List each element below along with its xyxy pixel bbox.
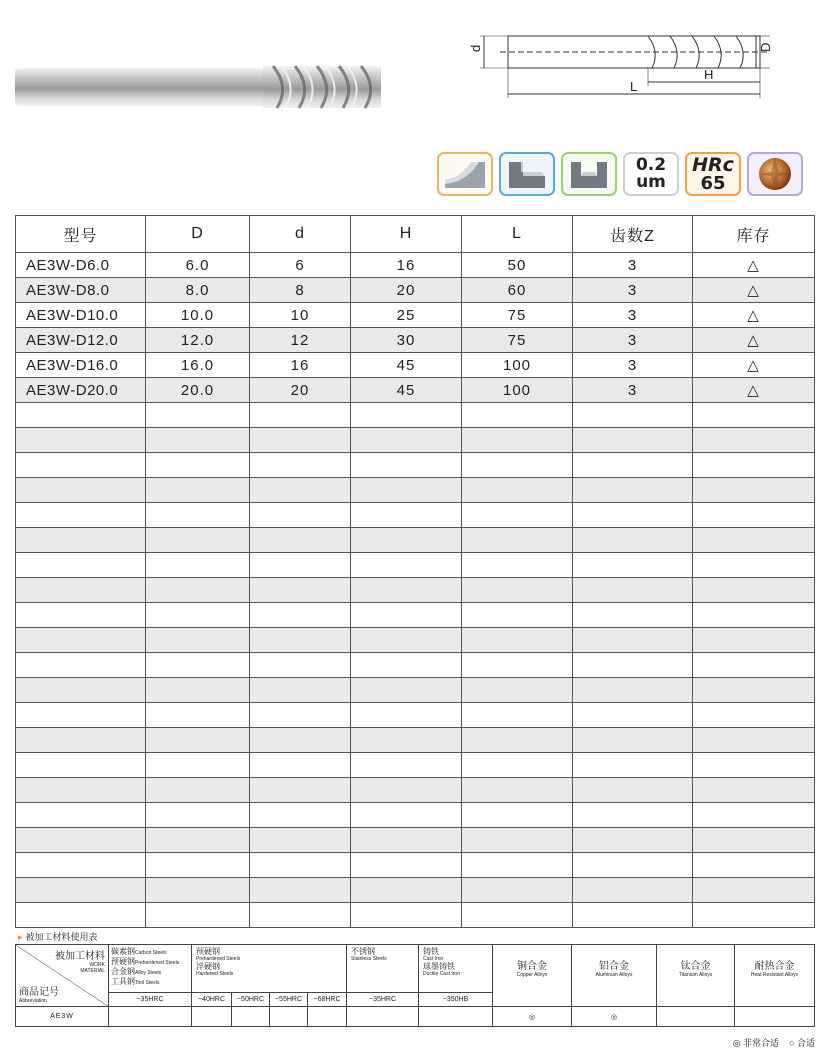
material-line: 工具钢Tool Steels [111,977,160,986]
corner-work-material-cn: 被加工材料 [55,951,105,962]
empty-table-row [16,503,815,528]
table-cell: 8 [250,278,351,303]
table-cell: 16 [250,353,351,378]
table-cell: AE3W-D16.0 [16,353,146,378]
material-table [15,944,815,1027]
profile-milling-icon [437,152,493,196]
empty-table-row [16,553,815,578]
table-cell: 8.0 [146,278,250,303]
table-cell: 75 [462,303,573,328]
legend-very-suitable: ◎ 非常合适 [732,1038,780,1048]
group-copper: 铜合金 Copper Alloys [493,945,572,1007]
empty-table-row [16,528,815,553]
table-cell: 12 [250,328,351,353]
table-cell: 100 [462,378,573,403]
header-model: 型号 [16,216,146,253]
header-H: H [351,216,462,253]
hrc-50: ~50HRC [232,993,270,1007]
table-cell: 50 [462,253,573,278]
group-cast-iron: 铸铁 Cast Iron 球墨铸铁 Ductile Cast Iron [419,945,493,993]
material-corner [16,945,109,1007]
hrc-stainless: ~35HRC [347,993,419,1007]
corner-work-en2: MATERIAL [80,968,105,974]
thickness-value: 0.2 [635,155,667,175]
mark-aluminum: ◎ [572,1007,657,1027]
table-row [16,253,815,278]
empty-table-row [16,478,815,503]
dim-D-label: D [758,42,773,52]
table-cell: △ [693,278,815,303]
group-aluminum: 铝合金 Aluminum Alloys [572,945,657,1007]
hardness-icon [685,152,741,196]
table-cell: AE3W-D8.0 [16,278,146,303]
material-model: AE3W [16,1007,109,1027]
thickness-unit: um [636,172,666,192]
empty-table-row [16,428,815,453]
empty-table-row [16,578,815,603]
table-cell: 10.0 [146,303,250,328]
material-line: 合金钢Alloy Steels [111,967,162,976]
group-heat-resistant: 耐热合金 Heat Resistant Alloys [735,945,815,1007]
table-cell: 3 [573,328,693,353]
hrc-carbon: ~35HRC [109,993,192,1007]
table-cell: △ [693,303,815,328]
empty-table-row [16,903,815,928]
dim-H-label: H [704,67,714,82]
empty-table-row [16,778,815,803]
header-D: D [146,216,250,253]
table-cell: 3 [573,353,693,378]
dimension-drawing [470,28,820,100]
table-row [16,278,815,303]
table-cell: 3 [573,378,693,403]
material-line: 碳素钢Carbon Steels [111,947,167,956]
corner-work-en1: WORK [89,962,105,968]
table-cell: AE3W-D10.0 [16,303,146,328]
table-cell: 20 [351,278,462,303]
empty-table-row [16,453,815,478]
empty-table-row [16,603,815,628]
hb-cast-iron: ~350HB [419,993,493,1007]
hrc-68: ~68HRC [308,993,347,1007]
table-cell: △ [693,378,815,403]
material-heading: ▸ 被加工材料使用表 [18,932,98,942]
table-cell: 25 [351,303,462,328]
table-cell: AE3W-D20.0 [16,378,146,403]
table-cell: AE3W-D6.0 [16,253,146,278]
table-cell: 45 [351,353,462,378]
empty-table-row [16,828,815,853]
dim-d-label: d [468,44,483,52]
table-row [16,353,815,378]
table-cell: △ [693,328,815,353]
table-cell: 6.0 [146,253,250,278]
hrc-40: ~40HRC [192,993,232,1007]
end-mill-photo [15,62,387,112]
slot-milling-icon [561,152,617,196]
group-stainless: 不锈钢 Stainless Steels [347,945,419,993]
material-line: 预硬钢Prehardened Steels [111,957,180,966]
corner-abbrev-en: Abbreviation [19,998,47,1004]
empty-table-row [16,678,815,703]
empty-table-row [16,878,815,903]
table-row [16,303,815,328]
empty-table-row [16,753,815,778]
empty-table-row [16,628,815,653]
header-d: d [250,216,351,253]
empty-table-row [16,403,815,428]
table-cell: 10 [250,303,351,328]
table-cell: 75 [462,328,573,353]
spec-header-row [16,216,815,253]
table-cell: 60 [462,278,573,303]
spec-table [15,215,815,928]
table-cell: 12.0 [146,328,250,353]
empty-table-row [16,803,815,828]
legend-suitable: ○ 合适 [789,1038,815,1048]
table-cell: △ [693,253,815,278]
legend [733,1036,815,1049]
empty-table-row [16,728,815,753]
feature-icons [437,152,803,198]
table-cell: 30 [351,328,462,353]
table-cell: 3 [573,253,693,278]
empty-table-row [16,703,815,728]
table-cell: 6 [250,253,351,278]
table-cell: 45 [351,378,462,403]
table-cell: 20.0 [146,378,250,403]
hardness-value: 65 [700,172,726,194]
table-cell: △ [693,353,815,378]
group-carbon-steels [109,945,192,993]
empty-table-row [16,853,815,878]
hrc-55: ~55HRC [270,993,308,1007]
group-hardened-steels: 预硬钢 Prehardened Steels 淬硬钢 Hardened Steels [192,945,347,993]
coating-thickness-icon [623,152,679,196]
table-cell: 3 [573,303,693,328]
empty-table-row [16,653,815,678]
mark-copper: ◎ [493,1007,572,1027]
table-cell: 16.0 [146,353,250,378]
coating-color-icon [747,152,803,196]
header-stock: 库存 [693,216,815,253]
header-teeth: 齿数Z [573,216,693,253]
corner-abbrev-cn: 商品记号 [19,987,59,998]
group-titanium: 钛合金 Titanium Alloys [657,945,735,1007]
table-cell: AE3W-D12.0 [16,328,146,353]
table-row [16,378,815,403]
table-cell: 3 [573,278,693,303]
hardness-label: HRc [692,153,734,176]
header-L: L [462,216,573,253]
table-cell: 16 [351,253,462,278]
table-row [16,328,815,353]
table-cell: 100 [462,353,573,378]
dim-L-label: L [630,79,638,94]
table-cell: 20 [250,378,351,403]
shoulder-milling-icon [499,152,555,196]
material-header-row [16,945,815,993]
material-model-row [16,1007,815,1027]
